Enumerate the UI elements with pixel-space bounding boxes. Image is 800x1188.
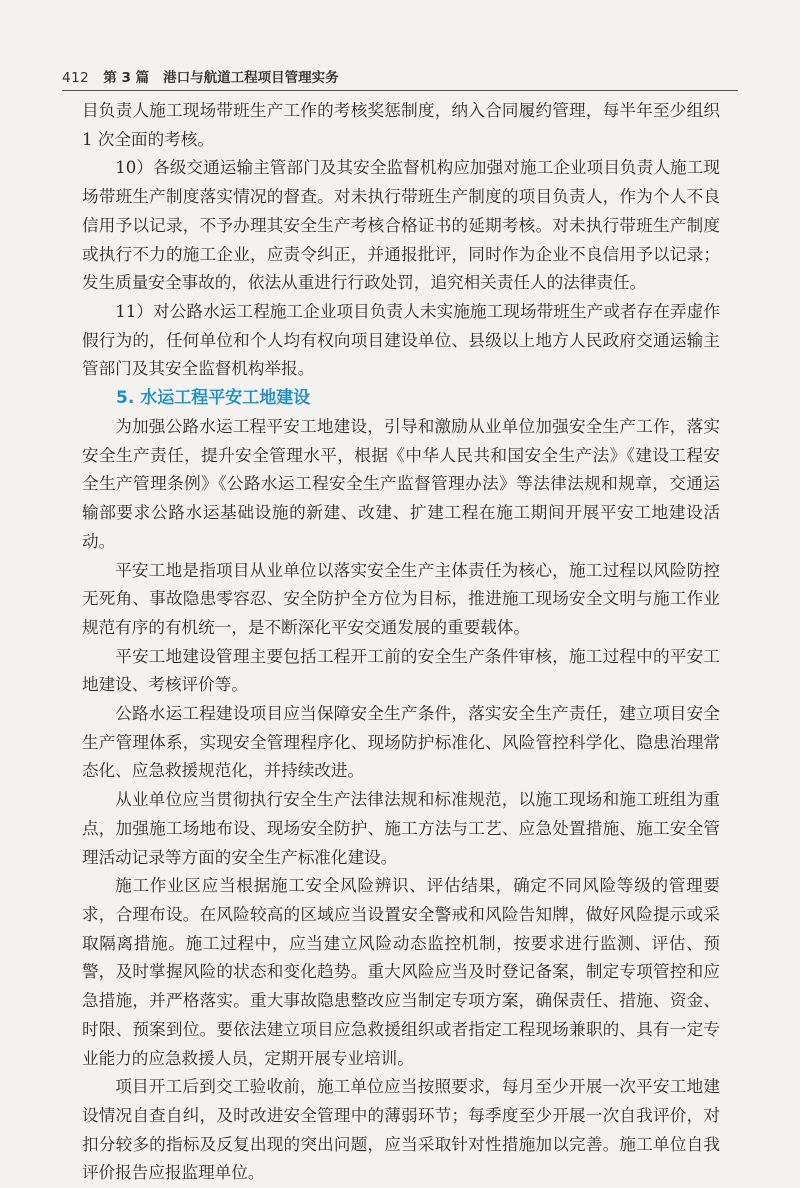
part-label: 第 3 篇 (103, 70, 150, 86)
section-heading: 5. 水运工程平安工地建设 (116, 388, 311, 409)
paragraph: 为加强公路水运工程平安工地建设，引导和激励从业单位加强安全生产工作，落实安全生产责任，提升安全管理水平，根据《中华人民共和国安全生产法》《建设工程安全生产管理条例》《公路水运工程安全生产监督管理办法》等法律法规和规章，交通运输部要求公路水运基础设施的新建、改建、扩建工程在施工期间开展平安工地建设活动。 (82, 417, 720, 551)
paragraph: 从业单位应当贯彻执行安全生产法律法规和标准规范，以施工现场和施工班组为重点，加强施工场地布设、现场安全防护、施工方法与工艺、应急处置措施、施工安全管理活动记录等方面的安全生产标准化建设。 (82, 790, 720, 867)
paragraph: 施工作业区应当根据施工安全风险辨识、评估结果，确定不同风险等级的管理要求，合理布设。在风险较高的区域应当设置安全警戒和风险告知牌，做好风险提示或采取隔离措施。施工过程中，应当建立风险动态监控机制，按要求进行监测、评估、预警，及时掌握风险的状态和变化趋势。重大风险应当及时登记备案，制定专项管控和应急措施，并严格落实。重大事故隐患整改应当制定专项方案，确保责任、措施、资金、时限、预案到位。要依法建立项目应急救援组织或者指定工程现场兼职的、具有一定专业能力的应急救援人员，定期开展专业培训。 (82, 876, 720, 1068)
paragraph: 平安工地是指项目从业单位以落实安全生产主体责任为核心，施工过程以风险防控无死角、事故隐患零容忍、安全防护全方位为目标，推进施工现场安全文明与施工作业规范有序的有机统一，是不断深化平安交通发展的重要载体。 (82, 560, 720, 637)
paragraph: 公路水运工程建设项目应当保障安全生产条件，落实安全生产责任，建立项目安全生产管理体系，实现安全管理程序化、现场防护标准化、风险管控科学化、隐患治理常态化、应急救援规范化，并持续改进。 (82, 704, 720, 781)
header-rule (62, 90, 738, 91)
paragraph: 目负责人施工现场带班生产工作的考核奖惩制度，纳入合同履约管理，每半年至少组织 1 次全面的考核。 (82, 101, 720, 149)
paragraph-item-10: 10）各级交通运输主管部门及其安全监督机构应加强对施工企业项目负责人施工现场带班生产制度落实情况的督查。对未执行带班生产制度的项目负责人，作为个人不良信用予以记录，不予办理其安全生产考核合格证书的延期考核。对未执行带班生产制度或执行不力的施工企业，应责令纠正，并通报批评，同时作为企业不良信用予以记录；发生质量安全事故的，依法从重进行行政处罚，追究相关责任人的法律责任。 (82, 158, 720, 293)
book-title: 港口与航道工程项目管理实务 (163, 70, 339, 86)
paragraph: 平安工地建设管理主要包括工程开工前的安全生产条件审核，施工过程中的平安工地建设、考核评价等。 (82, 646, 720, 695)
page-body (82, 97, 720, 1188)
paragraph-item-11: 11）对公路水运工程施工企业项目负责人未实施施工现场带班生产或者存在弄虚作假行为的，任何单位和个人均有权向项目建设单位、县级以上地方人民政府交通运输主管部门及其安全监督机构举报。 (82, 301, 720, 379)
page-number: 412 (62, 70, 90, 86)
running-header (62, 62, 738, 86)
paragraph: 项目开工后到交工验收前，施工单位应当按照要求，每月至少开展一次平安工地建设情况自查自纠，及时改进安全管理中的薄弱环节；每季度至少开展一次自我评价，对扣分较多的指标及反复出现的突出问题，应当采取针对性措施加以完善。施工单位自我评价报告应报监理单位。 (82, 1077, 720, 1183)
